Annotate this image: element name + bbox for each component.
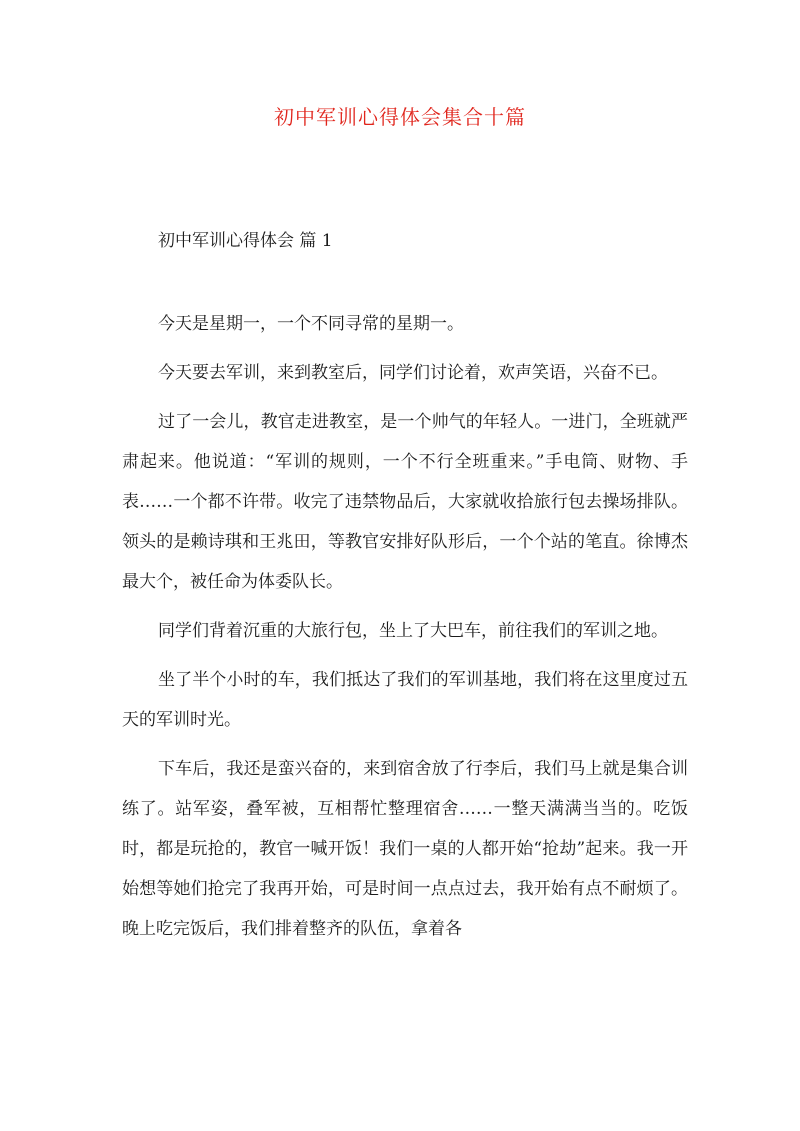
paragraph: 坐了半个小时的车，我们抵达了我们的军训基地，我们将在这里度过五天的军训时光。 <box>122 670 688 730</box>
section-heading: 初中军训心得体会 篇 1 <box>158 231 333 251</box>
paragraph: 同学们背着沉重的大旅行包，坐上了大巴车，前往我们的军训之地。 <box>158 621 668 641</box>
paragraph: 今天要去军训，来到教室后，同学们讨论着，欢声笑语，兴奋不已。 <box>158 363 668 383</box>
paragraph: 今天是星期一，一个不同寻常的星期一。 <box>158 314 464 334</box>
paragraph: 下车后，我还是蛮兴奋的，来到宿舍放了行李后，我们马上就是集合训练了。站军姿，叠军被，互相帮忙整理宿舍……一整天满满当当的。吃饭时，都是玩抢的，教官一喊开饭！我们一桌的人都开始“抢劫”起来。我一开始想等她们抢完了我再开始，可是时间一点点过去，我开始有点不耐烦了。晚上吃完饭后，我们排着整齐的队伍，拿着各 <box>122 759 688 939</box>
body-text <box>122 304 688 958</box>
paragraph: 过了一会儿，教官走进教室，是一个帅气的年轻人。一进门，全班就严肃起来。他说道：“军训的规则，一个不行全班重来。”手电筒、财物、手表……一个都不许带。收完了违禁物品后，大家就收拾旅行包去操场排队。领头的是赖诗琪和王兆田，等教官安排好队形后，一个个站的笔直。徐博杰最大个，被任命为体委队长。 <box>122 412 688 592</box>
document-title: 初中军训心得体会集合十篇 <box>274 105 526 129</box>
